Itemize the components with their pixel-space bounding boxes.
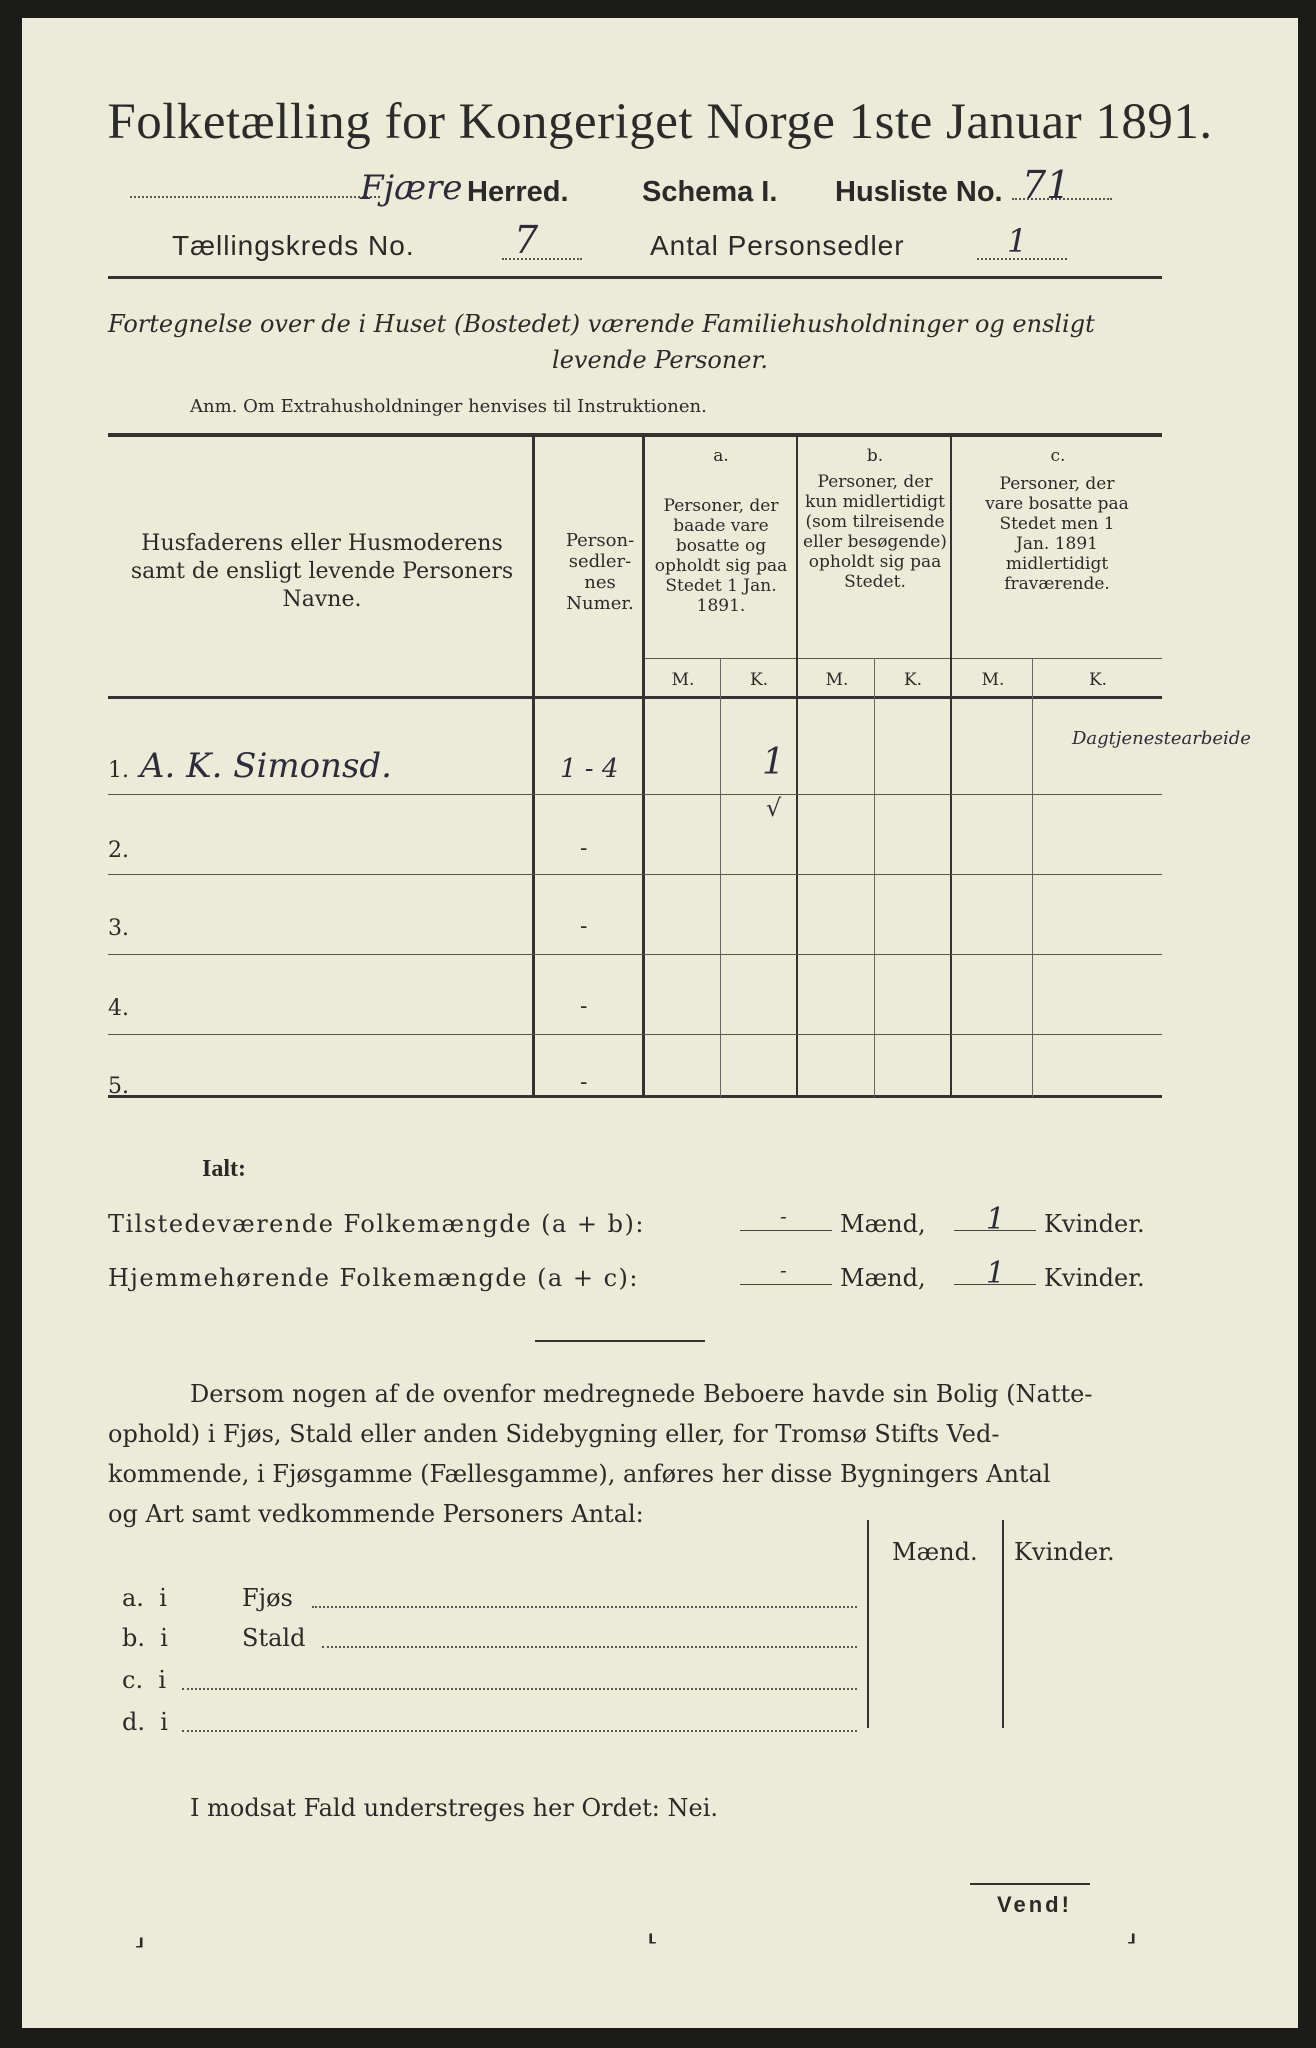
personsedler-value: 1 (1007, 222, 1028, 260)
vline-c-mk (1032, 658, 1033, 1097)
mk-top-rule (644, 658, 1162, 659)
vline-a-mk (720, 658, 721, 1097)
col-c-letter: c. (1050, 446, 1066, 466)
herred-value: Fjære (360, 168, 463, 208)
col-b-header: Personer, der kun midlertidigt (som tilreisende eller besøgende) opholdt sig paa Stedet. (803, 472, 947, 592)
col-a-k: K. (749, 670, 769, 690)
vend-text: Vend! (997, 1892, 1072, 1917)
totals-line-1-m-rule (740, 1230, 832, 1231)
table-row-1-name: A. K. Simonsd. (140, 746, 392, 786)
vline-a (796, 436, 798, 1097)
schema-label: Schema I. (642, 176, 778, 208)
table-row-2-a-k: √ (766, 794, 782, 822)
header-rule (108, 276, 1162, 279)
vline-b (950, 436, 952, 1097)
buildings-item-a-letter: a. i (122, 1584, 167, 1612)
anm-note: Anm. Om Extrahusholdninger henvises til Instruktionen. (190, 396, 707, 417)
totals-line-2-m: - (780, 1258, 787, 1282)
buildings-kvinder-header: Kvinder. (1014, 1538, 1115, 1566)
herred-label: Herred. (467, 176, 569, 208)
col-c-m: M. (981, 670, 1005, 690)
col-c-k: K. (1088, 670, 1108, 690)
table-row-2-personsedler: - (580, 836, 588, 861)
kreds-label: Tællingskreds No. (172, 230, 415, 261)
table-row-5-num: 5. (108, 1074, 129, 1099)
col-a-header: Personer, der baade vare bosatte og opholdt sig paa Stedet 1 Jan. 1891. (654, 496, 788, 616)
personsedler-label: Antal Personsedler (650, 230, 905, 261)
modsat-text: I modsat Fald understreges her Ordet: Nei. (190, 1794, 719, 1822)
table-row-1-rule (108, 794, 1162, 795)
husliste-label: Husliste No. (835, 176, 1003, 208)
table-row-3-rule (108, 954, 1162, 955)
table-row-2-rule (108, 874, 1162, 875)
vline-num (642, 436, 645, 1097)
buildings-text-3: kommende, i Fjøsgamme (Fællesgamme), anføres her disse Bygningers Antal (108, 1460, 1051, 1488)
totals-line-2-label: Hjemmehørende Folkemængde (a + c): (108, 1264, 639, 1292)
col-b-m: M. (825, 670, 849, 690)
table-bottom-rule (108, 1095, 1162, 1098)
buildings-maend-header: Mænd. (892, 1538, 978, 1566)
table-row-1-num: 1. (108, 758, 129, 783)
buildings-item-a-dots (312, 1606, 857, 1608)
vline-names (532, 436, 535, 1097)
col-b-letter: b. (866, 446, 884, 466)
col-a-m: M. (671, 670, 695, 690)
buildings-vline-1 (867, 1520, 869, 1728)
totals-line-2-kvinder: Kvinder. (1044, 1264, 1145, 1292)
buildings-item-a-label: Fjøs (242, 1584, 293, 1612)
buildings-vline-2 (1002, 1520, 1004, 1728)
buildings-item-c-dots (182, 1688, 857, 1690)
kreds-dots (502, 258, 582, 260)
buildings-item-c-letter: c. i (122, 1666, 167, 1694)
totals-line-1-maend: Mænd, (840, 1210, 926, 1238)
separator-rule (535, 1340, 705, 1342)
totals-line-2-k: 1 (986, 1256, 1006, 1291)
husliste-dots (1012, 198, 1112, 200)
col-c-header: Personer, der vare bosatte paa Stedet men 1 Jan. 1891 midlertidigt fraværende. (985, 474, 1129, 594)
form-title: Folketælling for Kongeriget Norge 1ste Januar 1891. (107, 94, 1213, 150)
corner-mark-center-icon: ⸤ (647, 1914, 658, 1947)
col-b-k: K. (903, 670, 923, 690)
table-row-1-personsedler: 1 - 4 (560, 754, 619, 784)
corner-mark-right-icon: ⸥ (1126, 1914, 1137, 1947)
vend-rule (970, 1883, 1090, 1885)
herred-dots (130, 196, 380, 198)
intro-line-1: Fortegnelse over de i Huset (Bostedet) værende Familiehusholdninger og ensligt (108, 310, 1095, 338)
totals-line-1-k: 1 (986, 1202, 1006, 1237)
buildings-item-b-dots (322, 1646, 857, 1648)
buildings-item-b-label: Stald (242, 1624, 306, 1652)
table-row-4-num: 4. (108, 996, 129, 1021)
table-row-3-personsedler: - (580, 914, 588, 939)
totals-line-2-maend: Mænd, (840, 1264, 926, 1292)
col-a-letter: a. (713, 446, 729, 466)
kreds-value: 7 (514, 218, 539, 262)
table-header-bottom-rule (108, 696, 1162, 699)
buildings-item-b-letter: b. i (122, 1624, 168, 1652)
vline-b-mk (874, 658, 875, 1097)
totals-line-1-kvinder: Kvinder. (1044, 1210, 1145, 1238)
col-num-header: Person-sedler-nes Numer. (565, 530, 635, 614)
buildings-text-1: Dersom nogen af de ovenfor medregnede Beboere havde sin Bolig (Natte- (190, 1380, 1093, 1408)
totals-line-1-label: Tilstedeværende Folkemængde (a + b): (108, 1210, 645, 1238)
table-top-rule (108, 433, 1162, 437)
buildings-text-2: ophold) i Fjøs, Stald eller anden Sidebygning eller, for Tromsø Stifts Ved- (108, 1420, 1000, 1448)
census-form-page (22, 18, 1298, 2028)
col-names-header: Husfaderens eller Husmoderens samt de ensligt levende Personers Navne. (130, 531, 514, 612)
table-row-5-personsedler: - (580, 1070, 588, 1095)
buildings-item-d-dots (182, 1730, 857, 1732)
totals-line-1-m: - (780, 1204, 787, 1228)
buildings-item-d-letter: d. i (122, 1708, 168, 1736)
intro-line-2: levende Personer. (552, 346, 768, 374)
table-row-3-num: 3. (108, 916, 129, 941)
buildings-text-4: og Art samt vedkommende Personers Antal: (108, 1500, 644, 1528)
table-row-4-rule (108, 1034, 1162, 1035)
personsedler-dots (977, 258, 1067, 260)
table-row-1-c-k: Dagtjenestearbeide (1072, 728, 1251, 749)
ialt-label: Ialt: (202, 1156, 246, 1182)
totals-line-2-m-rule (740, 1284, 832, 1285)
table-row-4-personsedler: - (580, 994, 588, 1019)
table-row-1-a-k: 1 (762, 742, 785, 783)
table-row-2-num: 2. (108, 838, 129, 863)
corner-mark-left-icon: ⸥ (134, 1918, 145, 1951)
husliste-value: 71 (1022, 163, 1071, 207)
